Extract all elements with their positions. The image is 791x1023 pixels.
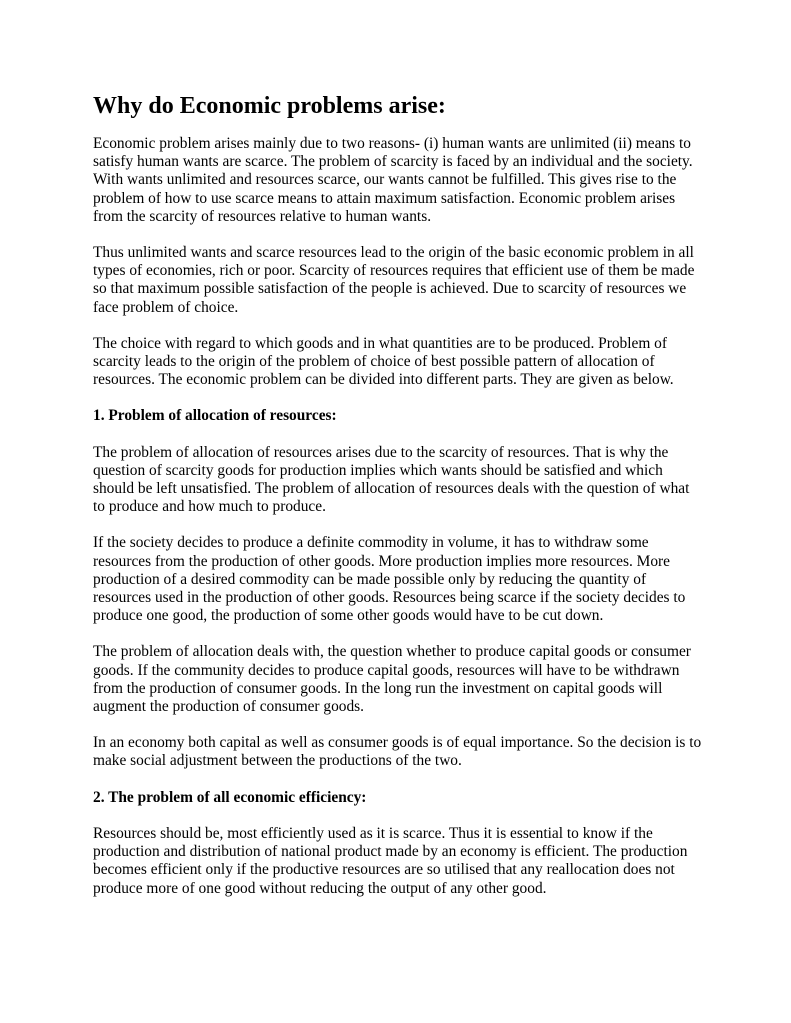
intro-paragraph-3: The choice with regard to which goods and in what quantities are to be produced. Problem of scarcity leads to the origin of the problem of choice of best possible pattern of allocation of resources. The economic problem can be divided into different parts. They are given as below. [93,334,674,389]
intro-paragraph-2: Thus unlimited wants and scarce resources lead to the origin of the basic economic problem in all types of economies, rich or poor. Scarcity of resources requires that efficient use of them be made so that maximum possible satisfaction of the people is achieved. Due to scarcity of resources we face problem of choice. [93,244,695,316]
section-1-paragraph-4: In an economy both capital as well as consumer goods is of equal importance. So the decision is to make social adjustment between the productions of the two. [93,734,702,770]
document-page [93,92,705,916]
document-title: Why do Economic problems arise: [93,93,446,119]
section-2-paragraph-1: Resources should be, most efficiently used as it is scarce. Thus it is essential to know if the production and distribution of national product made by an economy is efficient. The production becomes efficient only if the productive resources are so utilised that any reallocation does not produce more of one good without reducing the output of any other good. [93,824,688,897]
section-1-paragraph-3: The problem of allocation deals with, the question whether to produce capital goods or consumer goods. If the community decides to produce capital goods, resources will have to be withdrawn from the production of consumer goods. In the long run the investment on capital goods will augment the production of consumer goods. [93,643,691,716]
section-2-heading: 2. The problem of all economic efficiency: [93,788,367,806]
section-1-heading: 1. Problem of allocation of resources: [93,407,337,425]
section-1-paragraph-1: The problem of allocation of resources arises due to the scarcity of resources. That is why the question of scarcity goods for production implies which wants should be satisfied and which should be left unsatisfied. The problem of allocation of resources deals with the question of what to produce and how much to produce. [93,443,690,516]
section-1-paragraph-2: If the society decides to produce a definite commodity in volume, it has to withdraw some resources from the production of other goods. More production implies more resources. More production of a desired commodity can be made possible only by reducing the quantity of resources used in the production of other goods. Resources being scarce if the society decides to produce one good, the production of some other goods would have to be cut down. [93,534,686,625]
intro-paragraph-1: Economic problem arises mainly due to two reasons- (i) human wants are unlimited (ii) means to satisfy human wants are scarce. The problem of scarcity is faced by an individual and the society. With wants unlimited and resources scarce, our wants cannot be fulfilled. This gives rise to the problem of how to use scarce means to attain maximum satisfaction. Economic problem arises from the scarcity of resources relative to human wants. [93,135,693,225]
